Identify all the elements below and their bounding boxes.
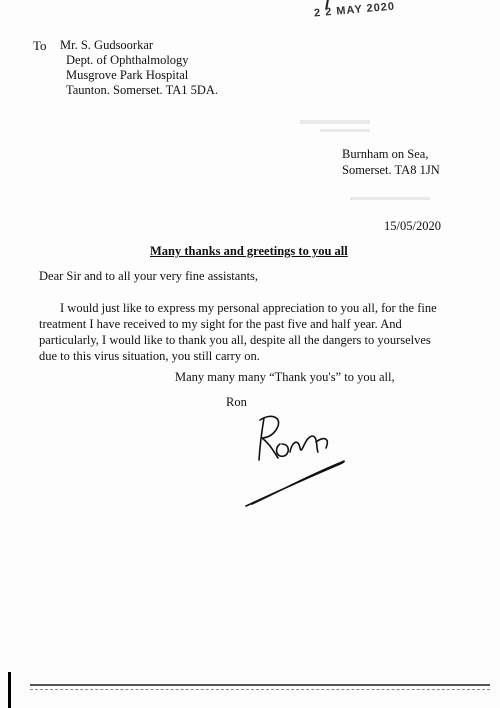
- body-line: I would just like to express my personal appreciation to you all, for the fine: [60, 301, 437, 315]
- recipient-line: Dept. of Ophthalmology: [66, 53, 189, 67]
- body-line: particularly, I would like to thank you all, despite all the dangers to yourselves: [39, 333, 431, 347]
- sender-line: Somerset. TA8 1JN: [342, 163, 440, 177]
- closing-line: Many many many “Thank you's” to you all,: [175, 370, 395, 384]
- scan-edge-mark: [8, 672, 11, 708]
- salutation: Dear Sir and to all your very fine assistants,: [39, 269, 259, 283]
- letter-body: [39, 300, 459, 364]
- sender-address: [342, 146, 440, 178]
- recipient-line: Mr. S. Gudsoorkar: [60, 38, 154, 52]
- received-stamp: 2 2 MAY 2020: [313, 0, 396, 20]
- signoff-name: Ron: [226, 395, 247, 409]
- body-line: treatment I have received to my sight for the past five and half year. And: [39, 317, 402, 331]
- recipient-line: Musgrove Park Hospital: [66, 68, 189, 82]
- letter-date: 15/05/2020: [384, 219, 441, 233]
- sender-line: Burnham on Sea,: [342, 147, 429, 161]
- letter-heading: Many thanks and greetings to you all: [150, 244, 348, 258]
- recipient-address: [60, 38, 218, 98]
- scan-artifact: [350, 197, 430, 200]
- body-line: due to this virus situation, you still carry on.: [39, 349, 260, 363]
- recipient-line: Taunton. Somerset. TA1 5DA.: [66, 83, 219, 97]
- handwritten-signature: [232, 408, 352, 518]
- scan-artifact: [300, 120, 370, 124]
- bottom-rule: [30, 684, 490, 690]
- scan-artifact: [320, 129, 370, 132]
- to-label: To: [33, 38, 47, 53]
